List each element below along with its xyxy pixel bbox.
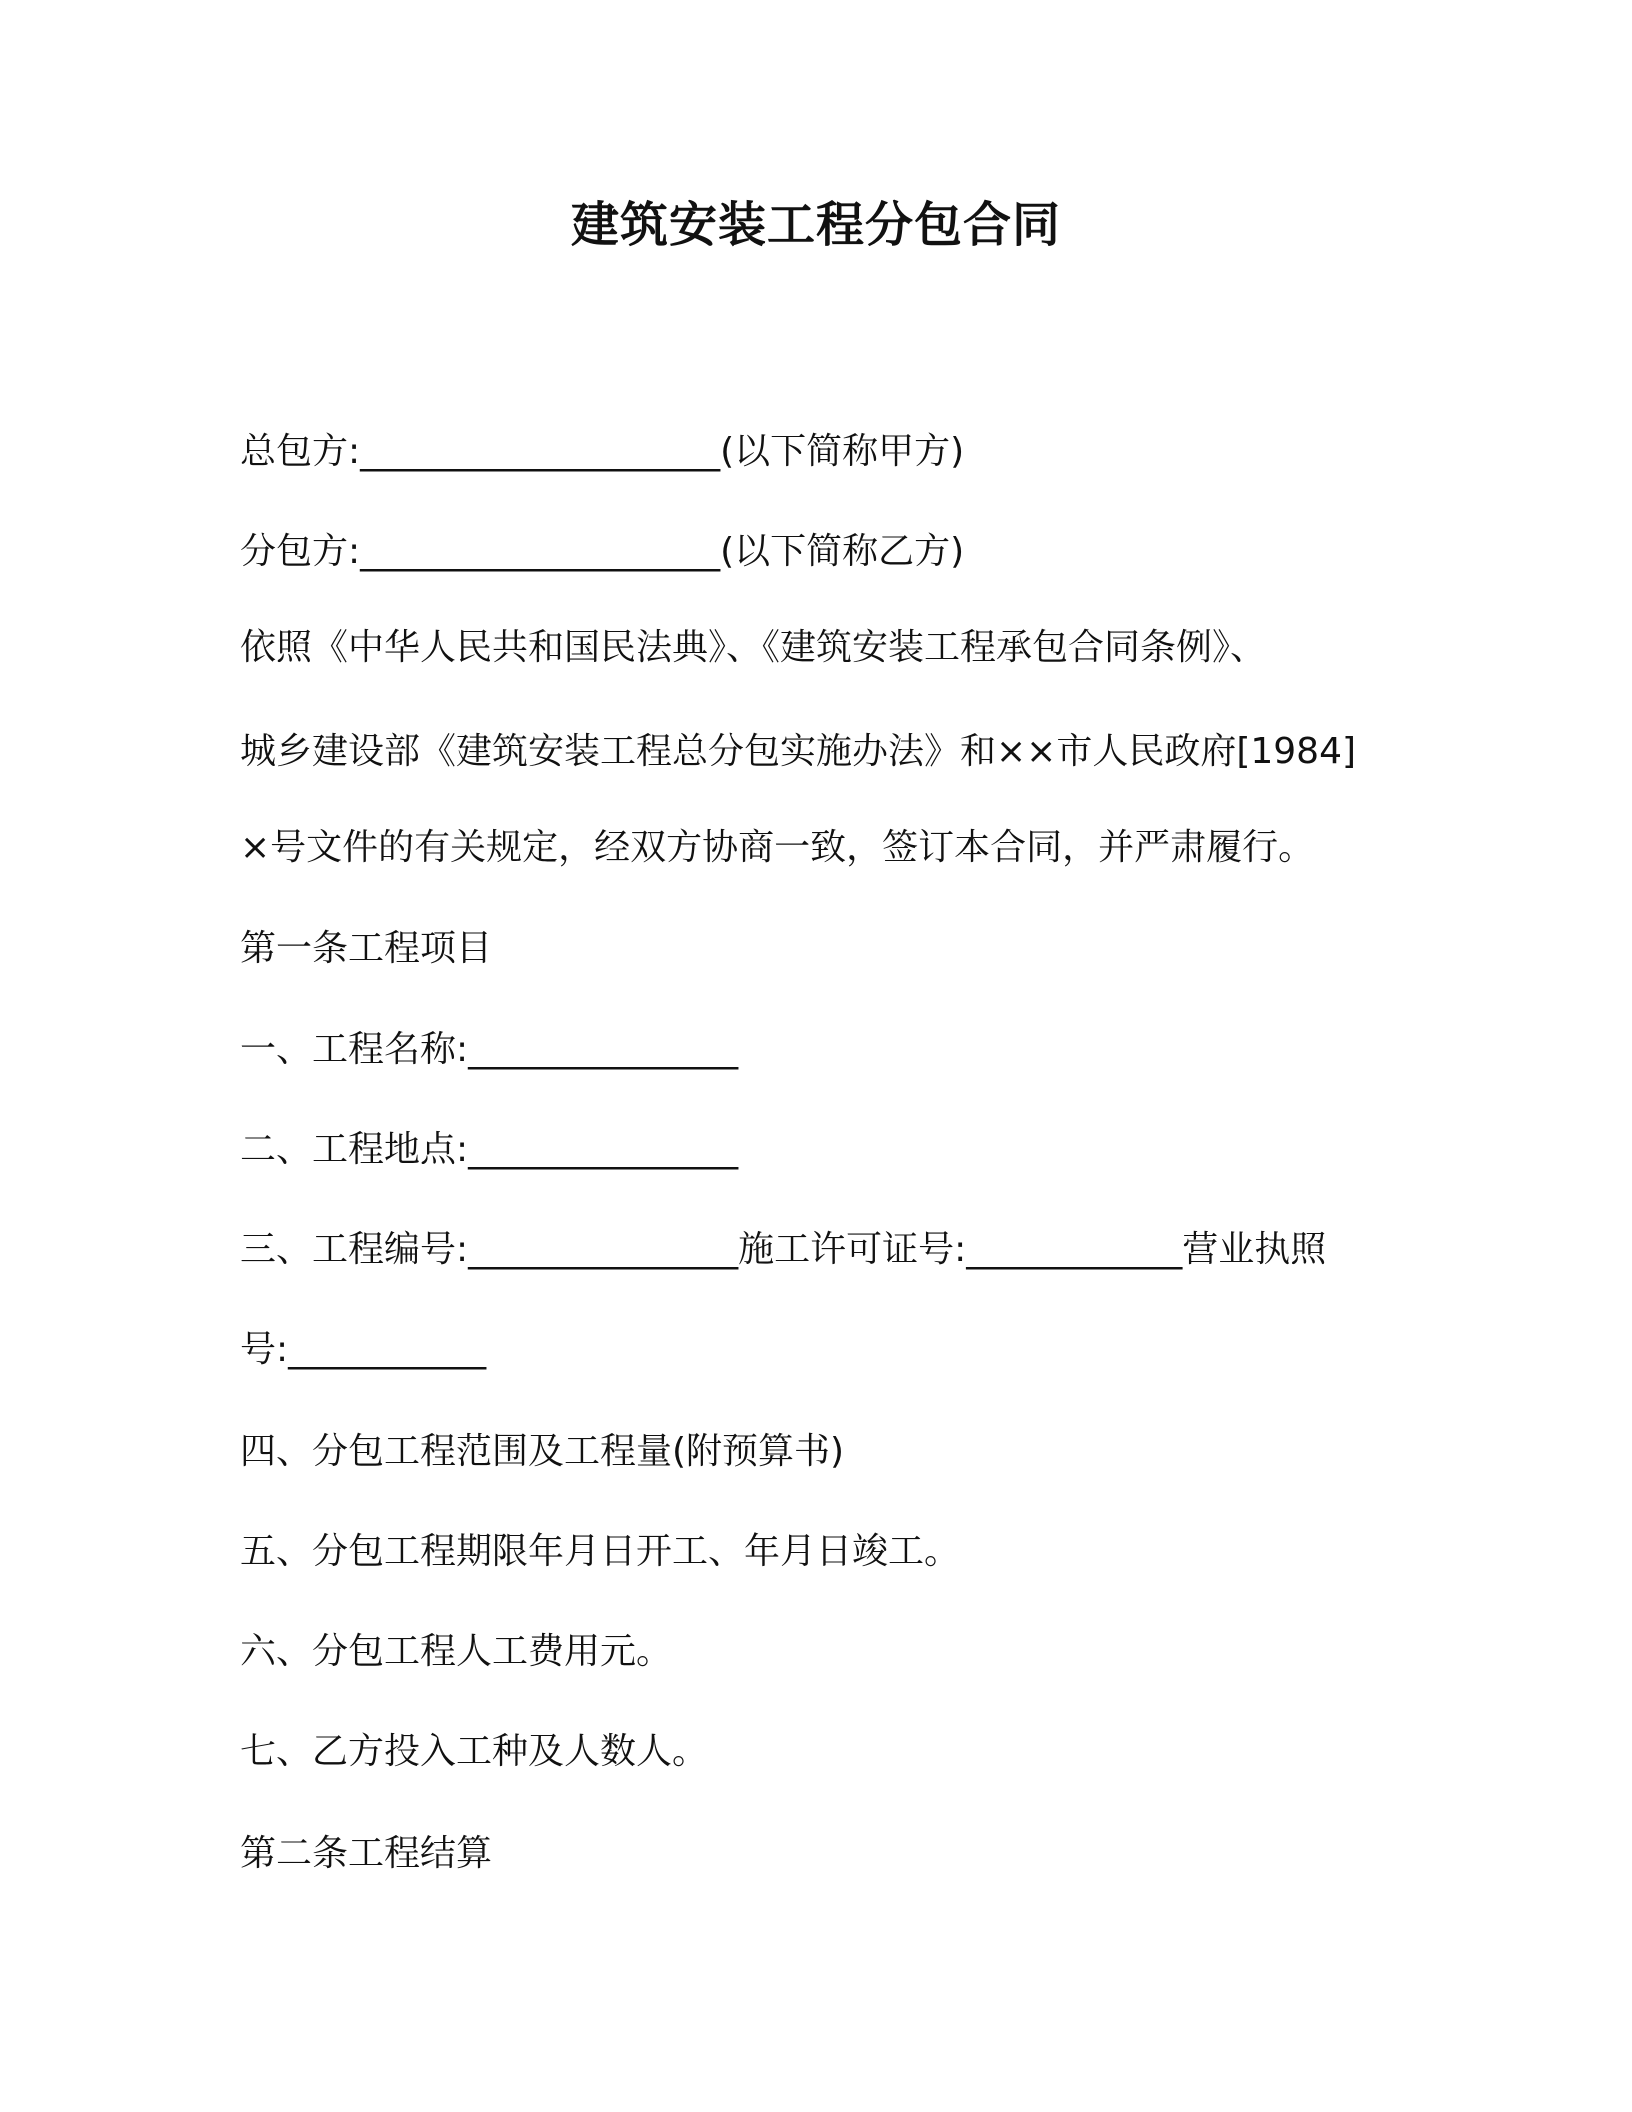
article-2-heading: 第二条工程结算 xyxy=(240,1833,493,1874)
project-name-line: 一、工程名称:_______________ xyxy=(240,1029,739,1070)
preamble-line-2: 城乡建设部《建筑安装工程总分包实施办法》和××市人民政府[1984] xyxy=(240,731,1357,772)
subcontractor-line: 分包方:____________________(以下简称乙方) xyxy=(240,531,965,572)
preamble-line-3: ×号文件的有关规定，经双方协商一致，签订本合同，并严肃履行。 xyxy=(240,827,1315,868)
article-1-heading: 第一条工程项目 xyxy=(240,928,493,969)
labor-cost-line: 六、分包工程人工费用元。 xyxy=(240,1631,673,1672)
scope-line: 四、分包工程范围及工程量(附预算书) xyxy=(240,1431,845,1472)
document-title: 建筑安装工程分包合同 xyxy=(570,197,1061,253)
license-number-line: 号:___________ xyxy=(240,1329,487,1370)
duration-line: 五、分包工程期限年月日开工、年月日竣工。 xyxy=(240,1531,961,1572)
general-contractor-line: 总包方:____________________(以下简称甲方) xyxy=(240,431,965,472)
project-location-line: 二、工程地点:_______________ xyxy=(240,1129,739,1170)
preamble-line-1: 依照《中华人民共和国民法典》、《建筑安装工程承包合同条例》、 xyxy=(240,627,1267,668)
project-number-line: 三、工程编号:_______________施工许可证号:____________营业执照 xyxy=(240,1229,1327,1270)
workforce-line: 七、乙方投入工种及人数人。 xyxy=(240,1731,709,1772)
